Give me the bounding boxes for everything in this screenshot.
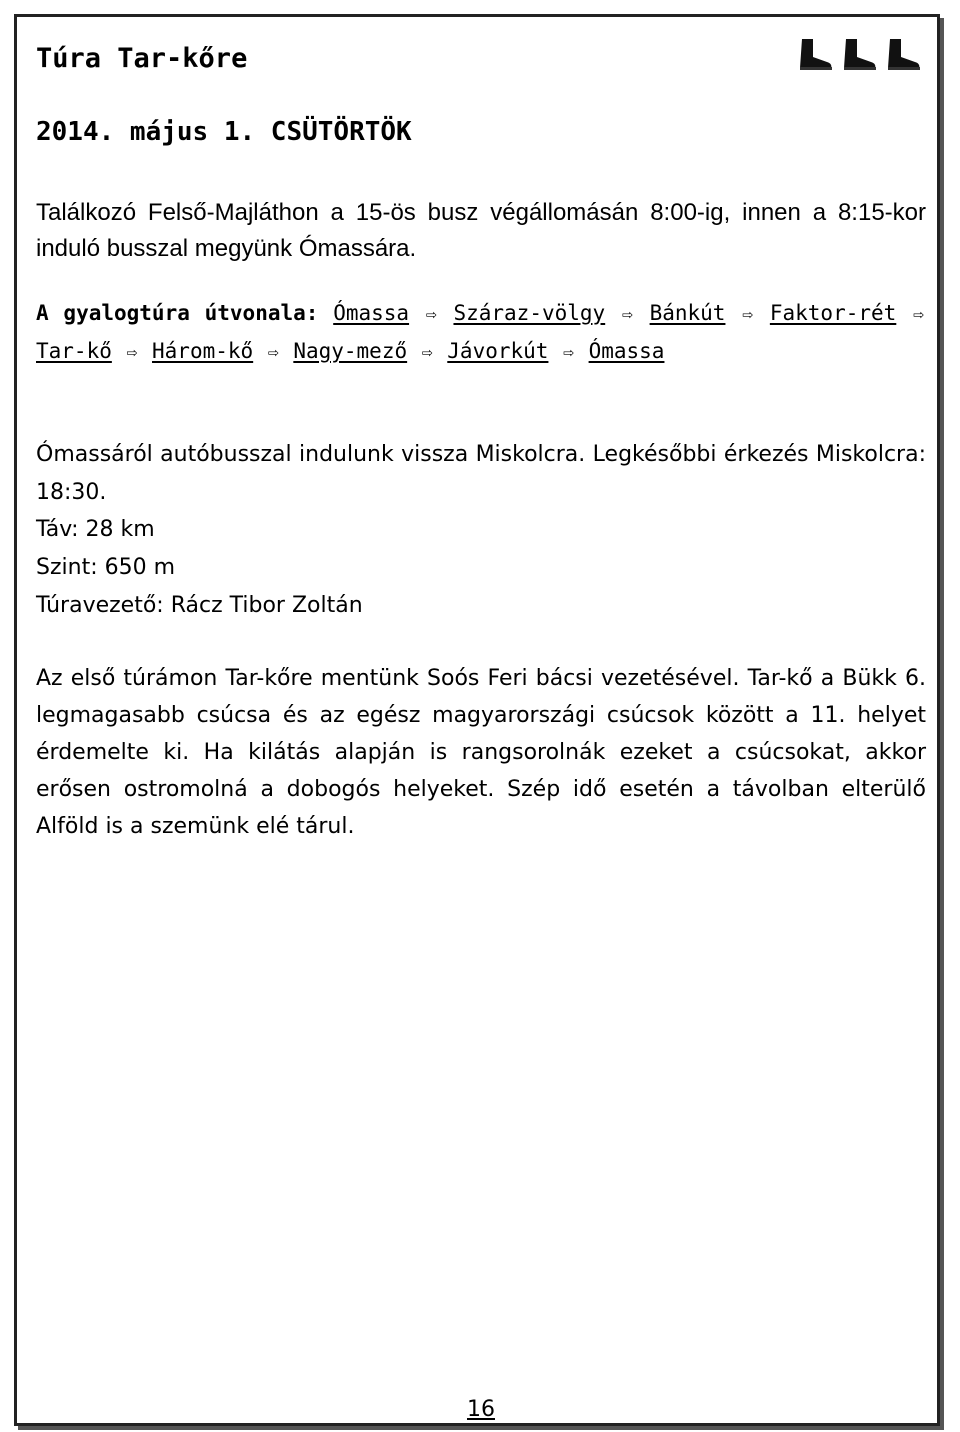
boot-icon (796, 37, 834, 71)
route-stop: Ómassa (333, 301, 410, 325)
boot-icon (884, 37, 922, 71)
route-stop: Három-kő (152, 339, 254, 363)
arrow-right-icon: ⇨ (621, 304, 633, 325)
route-stop: Tar-kő (36, 339, 112, 363)
arrow-right-icon: ⇨ (742, 304, 754, 325)
route-stop: Ómassa (588, 339, 665, 363)
arrow-right-icon: ⇨ (421, 342, 433, 363)
tour-date: 2014. május 1. CSÜTÖRTÖK (36, 117, 412, 147)
story-paragraph: Az első túrámon Tar-kőre mentünk Soós Feri bácsi vezetésével. Tar-kő a Bükk 6. legmagasabb csúcsa és az egész magyarországi csúcsok között a 11. helyet érdemelte ki. Ha kilátás alapján is rangsorolnák ezeket a csúcsokat, akkor erősen ostromolná a dobogós helyeket. Szép idő esetén a távolban elterülő Alföld is a szemünk elé tárul. (36, 666, 926, 839)
difficulty-rating (796, 37, 922, 71)
route-stop: Faktor-rét (769, 301, 897, 325)
page-number-text: 16 (467, 1397, 495, 1422)
route-stop: Bánkút (649, 301, 726, 325)
arrow-right-icon: ⇨ (126, 342, 138, 363)
route-stop: Nagy-mező (293, 339, 408, 363)
route-stop: Jávorkút (447, 339, 549, 363)
route (36, 295, 926, 371)
tour-guide: Túravezető: Rácz Tibor Zoltán (36, 593, 363, 618)
route-label: A gyalogtúra útvonala: (36, 301, 319, 325)
distance: Táv: 28 km (36, 517, 155, 542)
arrow-right-icon: ⇨ (913, 304, 924, 325)
route-stop: Száraz-völgy (453, 301, 606, 325)
boot-icon (840, 37, 878, 71)
meeting-info: Találkozó Felső-Majláthon a 15-ös busz végállomásán 8:00-ig, innen a 8:15-kor induló busszal megyünk Ómassára. (36, 199, 926, 262)
return-info: Ómassáról autóbusszal indulunk vissza Miskolcra. Legkésőbbi érkezés Miskolcra: 18:30. (36, 442, 926, 505)
arrow-right-icon: ⇨ (563, 342, 574, 363)
page-number (36, 1397, 926, 1422)
page-frame (14, 14, 940, 1426)
page-title: Túra Tar-kőre (36, 43, 248, 74)
arrow-right-icon: ⇨ (425, 304, 437, 325)
tour-details (36, 511, 363, 625)
elevation: Szint: 650 m (36, 555, 176, 580)
arrow-right-icon: ⇨ (267, 342, 279, 363)
